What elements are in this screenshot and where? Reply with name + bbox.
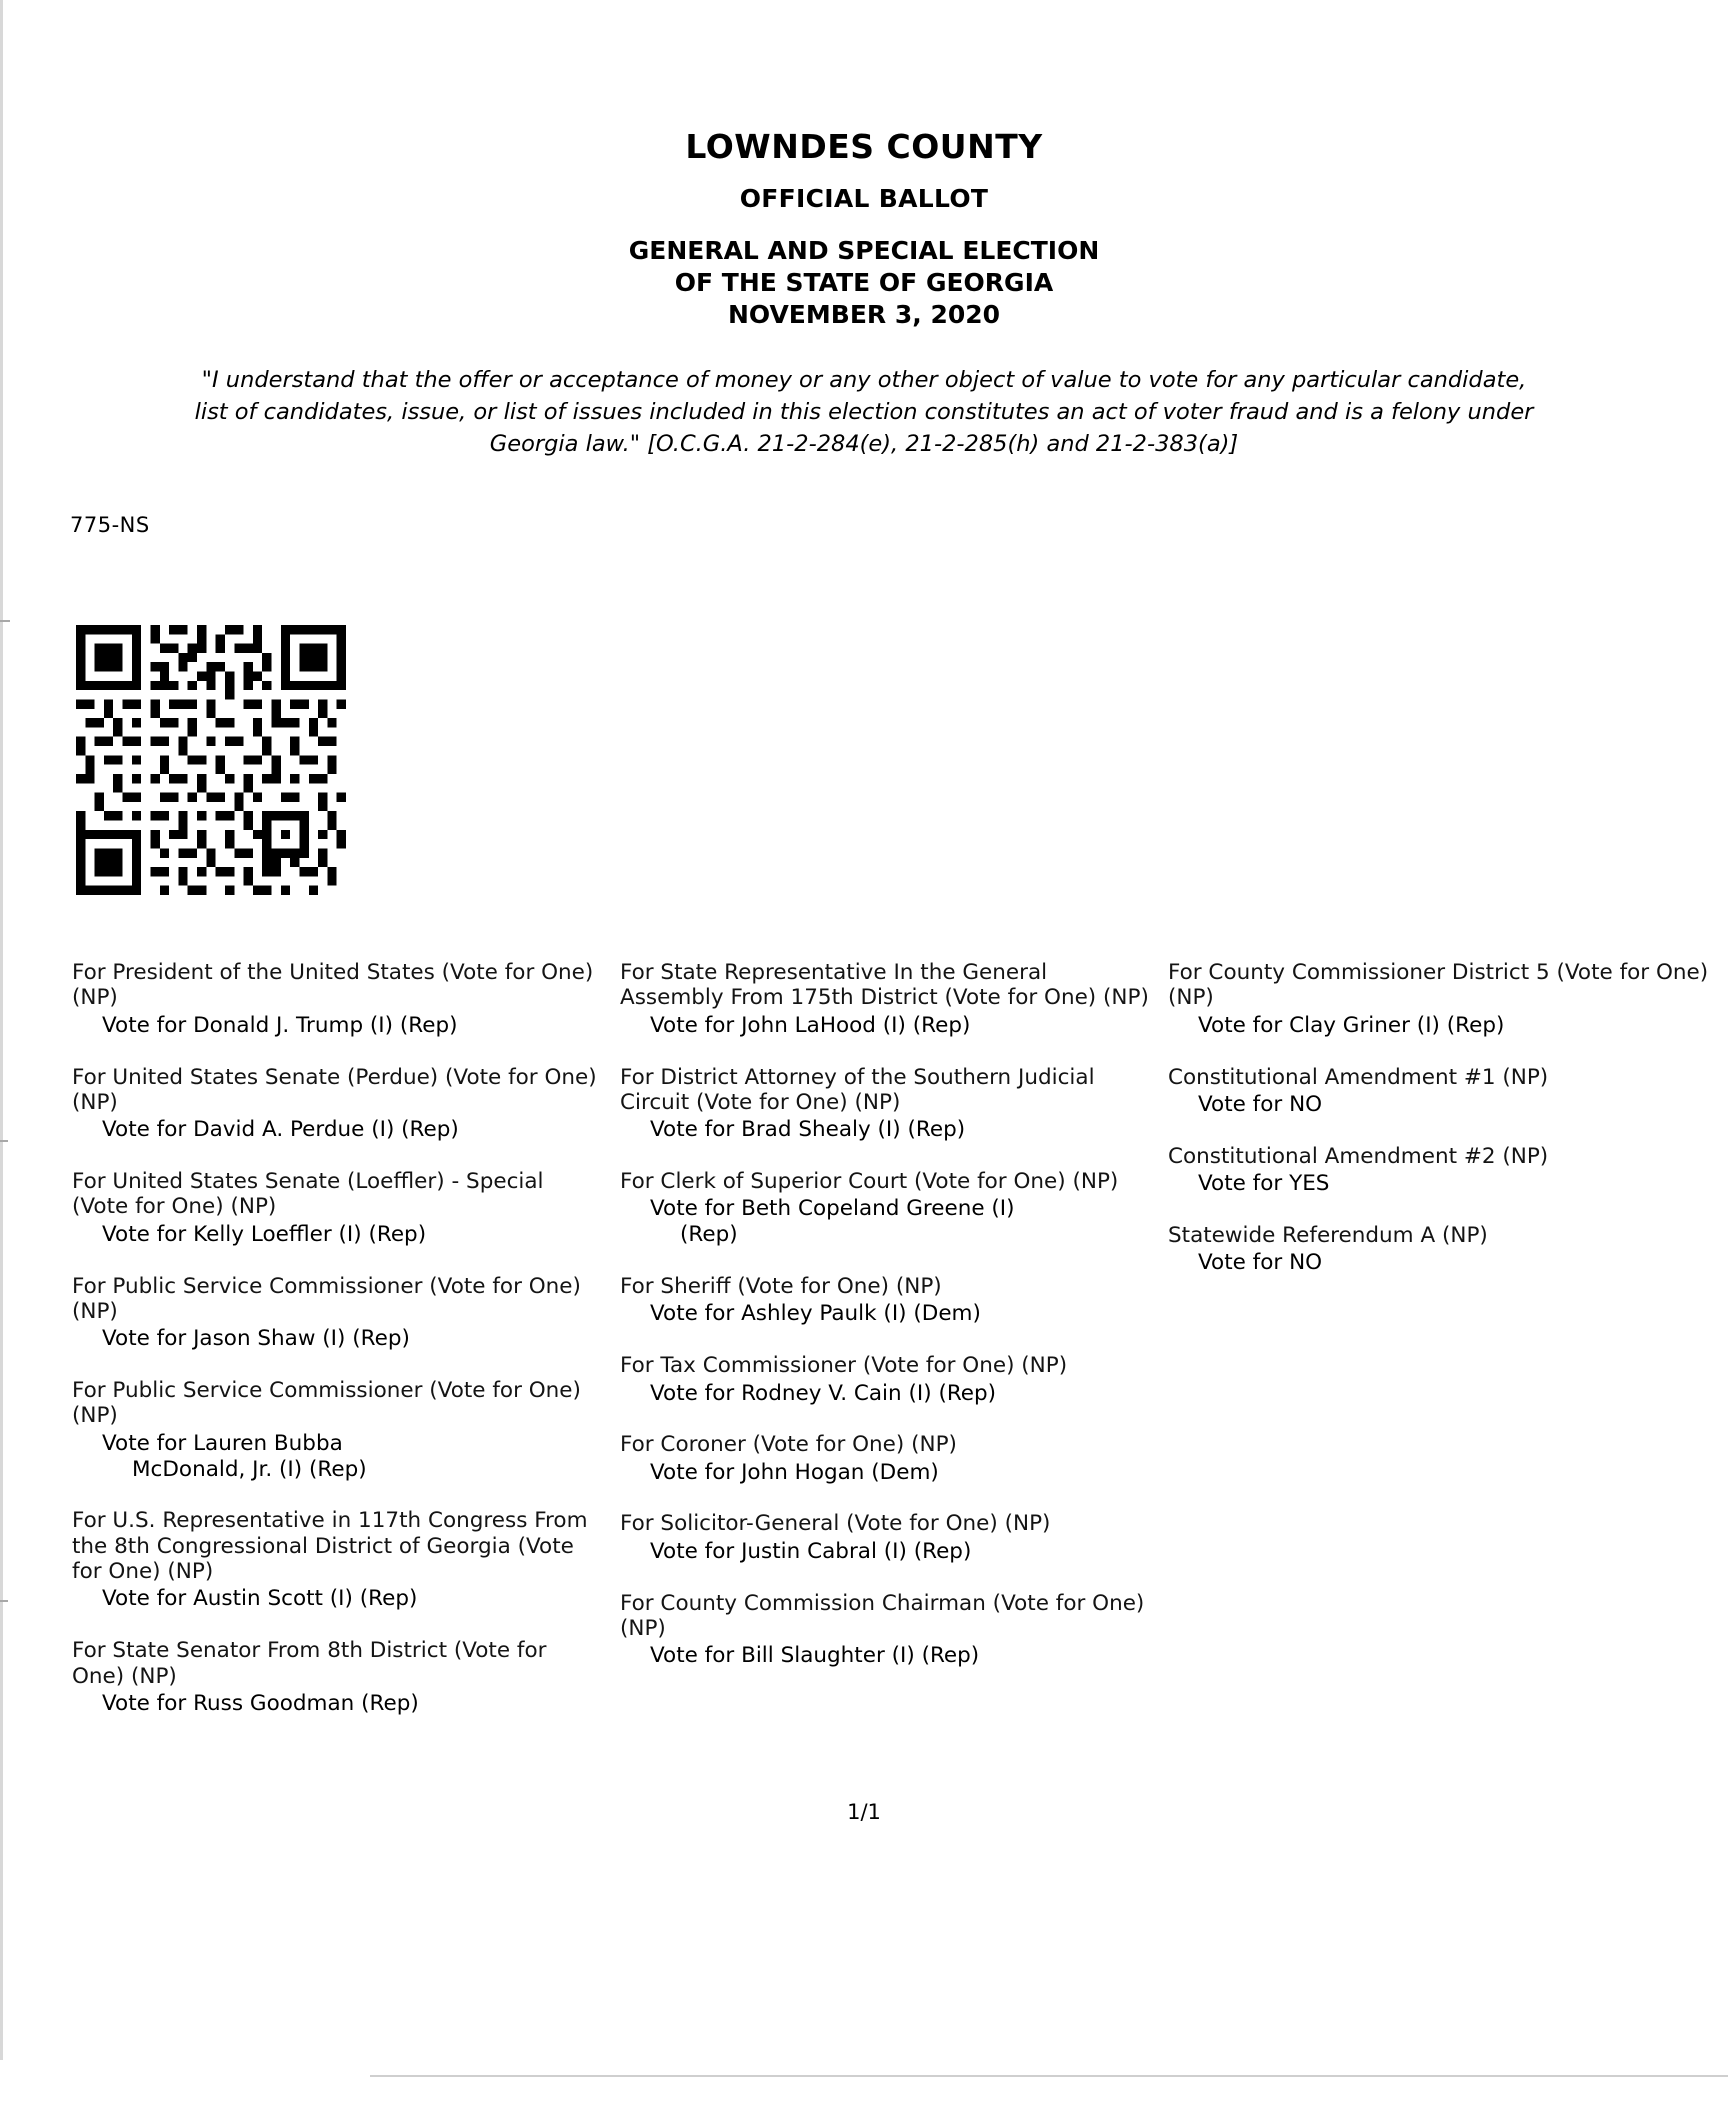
contest-block — [1168, 960, 1728, 1039]
contest-title: Constitutional Amendment #2 (NP) — [1168, 1143, 1549, 1169]
contest-selection-line1: Vote for Beth Copeland Greene (I) — [650, 1196, 1015, 1222]
election-title-line1: GENERAL AND SPECIAL ELECTION — [628, 235, 1100, 265]
scan-bottom-line — [370, 2075, 1728, 2077]
election-title-line2: OF THE STATE OF GEORGIA — [674, 267, 1054, 297]
contest-title: For County Commissioner District 5 (Vote for One) (NP) — [1168, 960, 1709, 1011]
contest-block — [1168, 1065, 1728, 1118]
contest-title: For Sheriff (Vote for One) (NP) — [620, 1273, 942, 1299]
contest-title: For District Attorney of the Southern Judicial Circuit (Vote for One) (NP) — [620, 1064, 1095, 1115]
ballot-qr-code — [72, 625, 350, 895]
contest-block — [1168, 1223, 1728, 1276]
contest-selection: Vote for YES — [1198, 1171, 1330, 1197]
contest-selection: Vote for NO — [1198, 1091, 1323, 1117]
contest-selection: Vote for Clay Griner (I) (Rep) — [1198, 1012, 1505, 1038]
contest-title: For Coroner (Vote for One) (NP) — [620, 1432, 957, 1458]
contest-selection: Vote for Austin Scott (I) (Rep) — [102, 1586, 418, 1612]
scan-edge-tick — [0, 620, 10, 622]
contest-title: For Solicitor-General (Vote for One) (NP) — [620, 1511, 1051, 1537]
contest-column-1 — [72, 960, 620, 1743]
contest-selection: Vote for Justin Cabral (I) (Rep) — [650, 1538, 972, 1564]
contest-block — [72, 1065, 598, 1144]
contest-title: Statewide Referendum A (NP) — [1168, 1222, 1488, 1248]
contest-selection — [72, 1431, 598, 1483]
contest-title: For County Commission Chairman (Vote for One) (NP) — [620, 1590, 1145, 1641]
contest-selection: Vote for Donald J. Trump (I) (Rep) — [102, 1012, 458, 1038]
contest-title: For State Representative In the General Assembly From 175th District (Vote for One) (NP) — [620, 960, 1149, 1011]
contest-selection: Vote for Rodney V. Cain (I) (Rep) — [650, 1380, 997, 1406]
contest-selection: Vote for John Hogan (Dem) — [650, 1459, 939, 1485]
contest-title: For President of the United States (Vote for One) (NP) — [72, 960, 594, 1011]
qr-code-container — [72, 625, 1728, 895]
contest-title: For Tax Commissioner (Vote for One) (NP) — [620, 1353, 1068, 1379]
contest-selection: Vote for Bill Slaughter (I) (Rep) — [650, 1643, 980, 1669]
contest-block — [72, 1508, 598, 1612]
contest-title: Constitutional Amendment #1 (NP) — [1168, 1064, 1549, 1090]
contest-block — [620, 960, 1154, 1039]
contest-block — [620, 1169, 1154, 1248]
contest-title: For State Senator From 8th District (Vote for One) (NP) — [72, 1638, 547, 1689]
contest-selection: Vote for Russ Goodman (Rep) — [102, 1690, 419, 1716]
ballot-style-id: 775-NS — [70, 512, 150, 537]
contest-title: For U.S. Representative in 117th Congress From the 8th Congressional District of Georgia (Vote for One) (NP) — [72, 1508, 588, 1585]
page-number: 1/1 — [847, 1800, 881, 1824]
contest-selection: Vote for Kelly Loeffler (I) (Rep) — [102, 1221, 427, 1247]
contest-block — [620, 1274, 1154, 1327]
contest-selection: Vote for Jason Shaw (I) (Rep) — [102, 1326, 410, 1352]
contest-selection — [620, 1196, 1154, 1248]
contest-title: For Public Service Commissioner (Vote for One) (NP) — [72, 1273, 581, 1324]
contest-block — [72, 1378, 598, 1482]
contest-selection: Vote for Ashley Paulk (I) (Dem) — [650, 1301, 981, 1327]
contest-selection: Vote for John LaHood (I) (Rep) — [650, 1012, 971, 1038]
contest-selection-line1: Vote for Lauren Bubba — [102, 1430, 343, 1456]
contest-title: For United States Senate (Perdue) (Vote for One) (NP) — [72, 1064, 597, 1115]
contest-columns — [0, 960, 1728, 1743]
county-title: LOWNDES COUNTY — [685, 127, 1043, 166]
contest-block — [72, 1169, 598, 1248]
contest-block — [620, 1591, 1154, 1670]
contest-block — [620, 1065, 1154, 1144]
ballot-header — [0, 0, 1728, 461]
contest-selection: Vote for David A. Perdue (I) (Rep) — [102, 1117, 459, 1143]
election-title — [0, 235, 1728, 331]
contest-selection: Vote for Brad Shealy (I) (Rep) — [650, 1117, 966, 1143]
contest-block — [620, 1353, 1154, 1406]
contest-title: For Clerk of Superior Court (Vote for One) (NP) — [620, 1169, 1119, 1195]
contest-block — [620, 1511, 1154, 1564]
election-date: NOVEMBER 3, 2020 — [727, 299, 1001, 329]
contest-title: For Public Service Commissioner (Vote for One) (NP) — [72, 1378, 581, 1429]
contest-selection-line2: McDonald, Jr. (I) (Rep) — [132, 1456, 367, 1482]
contest-selection-line2: (Rep) — [680, 1222, 738, 1248]
contest-title: For United States Senate (Loeffler) - Special (Vote for One) (NP) — [72, 1169, 544, 1220]
contest-block — [620, 1432, 1154, 1485]
contest-block — [1168, 1144, 1728, 1197]
contest-column-3 — [1168, 960, 1728, 1743]
contest-block — [72, 1638, 598, 1717]
contest-column-2 — [620, 960, 1168, 1743]
voter-oath-text: "I understand that the offer or acceptance of money or any other object of value to vote for any particular candidate, list of candidates, issue, or list of issues included in this election constitutes an act of voter fraud and is a felony under Georgia law." [O.C.G.A. 21-2-284(e), 21-2-285(h) and 21-2-383(a)] — [194, 366, 1534, 457]
ballot-type-title: OFFICIAL BALLOT — [739, 183, 989, 213]
contest-block — [72, 1274, 598, 1353]
contest-selection: Vote for NO — [1198, 1250, 1323, 1276]
contest-block — [72, 960, 598, 1039]
